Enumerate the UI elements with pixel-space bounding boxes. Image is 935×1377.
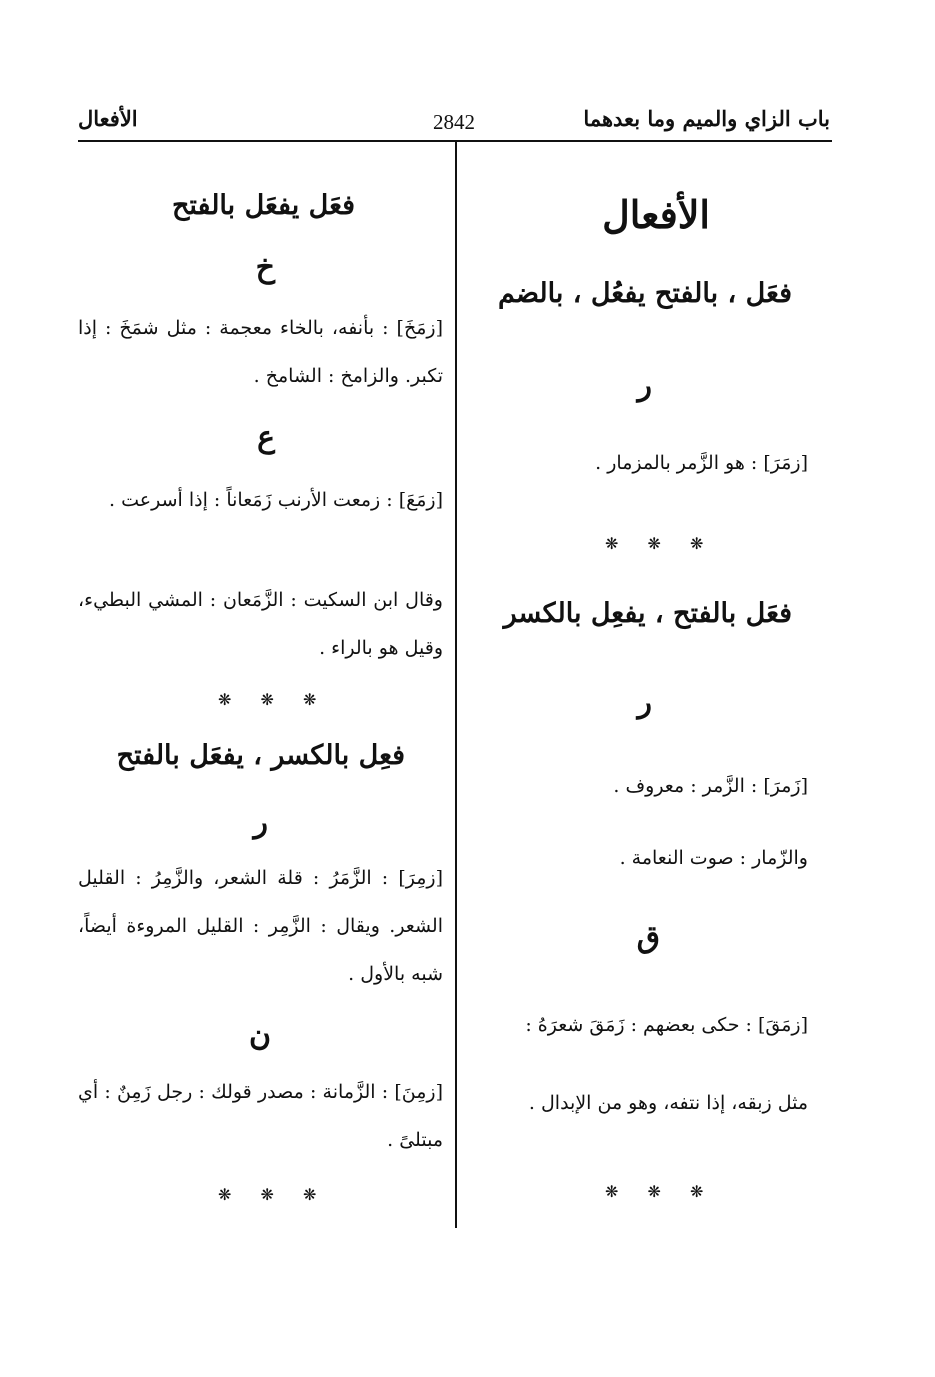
letter-heading: ن — [248, 1018, 271, 1053]
separator-stars: ❋ ❋ ❋ — [218, 690, 329, 709]
entry-zamakha: [زمَخَ] : بأنفه، بالخاء معجمة : مثل شمَخَ : إذا تكبر. والزامخ : الشامخ . — [78, 317, 443, 387]
letter-heading: ر — [637, 685, 652, 720]
main-title: الأفعال — [602, 192, 710, 237]
letter-heading: ر — [637, 368, 652, 403]
header-chapter-title: باب الزاي والميم وما بعدهما — [583, 106, 830, 131]
letter-heading: ع — [257, 420, 275, 455]
section-heading: فعَل ، بالفتح يفعُل ، بالضم — [497, 278, 792, 309]
entry-zamaa: [زمَعَ] : زمعت الأرنب زَمَعاناً : إذا أسرعت . — [109, 489, 443, 511]
section-heading: فعَل يفعَل بالفتح — [171, 190, 355, 221]
letter-heading: ق — [636, 920, 660, 955]
separator-stars: ❋ ❋ ❋ — [605, 1182, 716, 1201]
page-number: 2842 — [433, 110, 475, 134]
letter-heading: خ — [255, 250, 275, 285]
section-heading: فعِل بالكسر ، يفعَل بالفتح — [116, 740, 405, 771]
entry-zamara: [زمَرَ] : هو الزَّمر بالمزمار . — [595, 452, 808, 474]
header-section-title: الأفعال — [78, 106, 138, 131]
separator-stars: ❋ ❋ ❋ — [605, 534, 716, 553]
entry-zammar: والزّمار : صوت النعامة . — [619, 847, 808, 869]
entry-zamira: [زمِرَ] : الزَّمَرُ : قلة الشعر، والزَّمِرُ : القليل الشعر. ويقال : الزَّمِر : القليل المروءة أيضاً، شبه بالأول . — [78, 867, 443, 985]
entry-zamaqa-line2: مثل زبقه، إذا نتفه، وهو من الإبدال . — [528, 1092, 808, 1114]
letter-heading: ر — [253, 805, 268, 840]
entry-zamr: [زَمرَ] : الزَّمر : معروف . — [613, 775, 808, 797]
section-heading: فعَل بالفتح ، يفعِل بالكسر — [503, 598, 792, 629]
entry-zamina: [زمِنَ] : الزَّمانة : مصدر قولك : رجل زَمِنٌ : أي مبتلىً . — [78, 1081, 443, 1151]
entry-zamaqa-line1: [زمَقَ] : حكى بعضهم : زَمَقَ شعرَهُ : — [525, 1014, 808, 1036]
separator-stars: ❋ ❋ ❋ — [218, 1185, 329, 1204]
column-divider — [455, 141, 457, 1228]
page-header — [78, 106, 830, 140]
entry-zamaan: وقال ابن السكيت : الزَّمَعان : المشي البطيء، وقيل هو بالراء . — [78, 589, 443, 659]
